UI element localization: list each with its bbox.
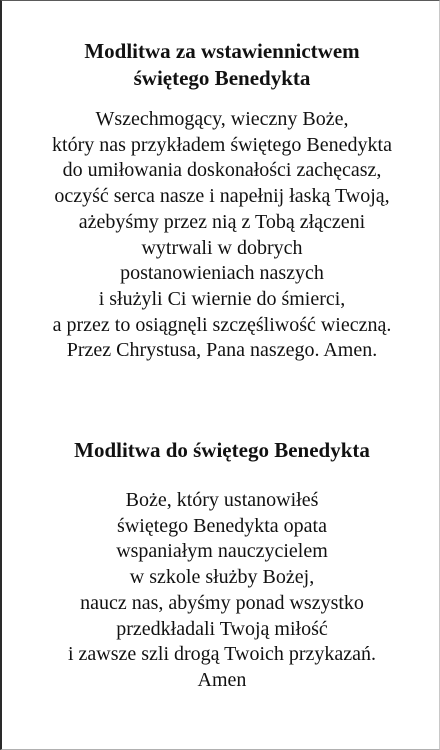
prayer-line: Amen bbox=[197, 668, 247, 691]
prayer-section-intercession bbox=[2, 38, 440, 364]
prayer-line: przedkładali Twoją miłość bbox=[116, 617, 328, 640]
prayer-text-intercession bbox=[2, 107, 440, 364]
prayer-line: Boże, który ustanowiłeś bbox=[125, 489, 319, 511]
prayer-line: i zawsze szli drogą Twoich przykazań. bbox=[67, 643, 377, 666]
prayer-line: Wszechmogący, wieczny Boże, bbox=[95, 108, 349, 130]
title-line: świętego Benedykta bbox=[133, 66, 311, 90]
prayer-text-to-benedict bbox=[2, 488, 440, 694]
prayer-title-to-benedict: Modlitwa do świętego Benedykta bbox=[74, 438, 370, 462]
prayer-line: w szkole służby Bożej, bbox=[129, 566, 315, 589]
prayer-line: Przez Chrystusa, Pana naszego. Amen. bbox=[66, 339, 378, 362]
prayer-line: wytrwali w dobrych bbox=[141, 236, 303, 259]
title-line: Modlitwa za wstawiennictwem bbox=[84, 39, 360, 63]
prayer-section-to-benedict bbox=[2, 437, 440, 694]
prayer-line: do umiłowania doskonałości zachęcasz, bbox=[62, 159, 382, 182]
prayer-line: postanowieniach naszych bbox=[120, 262, 324, 285]
prayer-line: wspaniałym nauczycielem bbox=[116, 540, 328, 563]
prayer-line: oczyść serca nasze i napełnij łaską Twoją, bbox=[54, 185, 390, 208]
prayer-line: ażebyśmy przez nią z Tobą złączeni bbox=[78, 210, 366, 233]
prayer-line: i służyli Ci wiernie do śmierci, bbox=[98, 287, 346, 310]
prayer-line: który nas przykładem świętego Benedykta bbox=[52, 133, 392, 156]
prayer-line: naucz nas, abyśmy ponad wszystko bbox=[80, 591, 364, 614]
prayer-title-intercession bbox=[2, 38, 440, 92]
prayer-line: a przez to osiągnęli szczęśliwość wieczną. bbox=[52, 313, 392, 336]
prayer-line: świętego Benedykta opata bbox=[117, 514, 327, 537]
